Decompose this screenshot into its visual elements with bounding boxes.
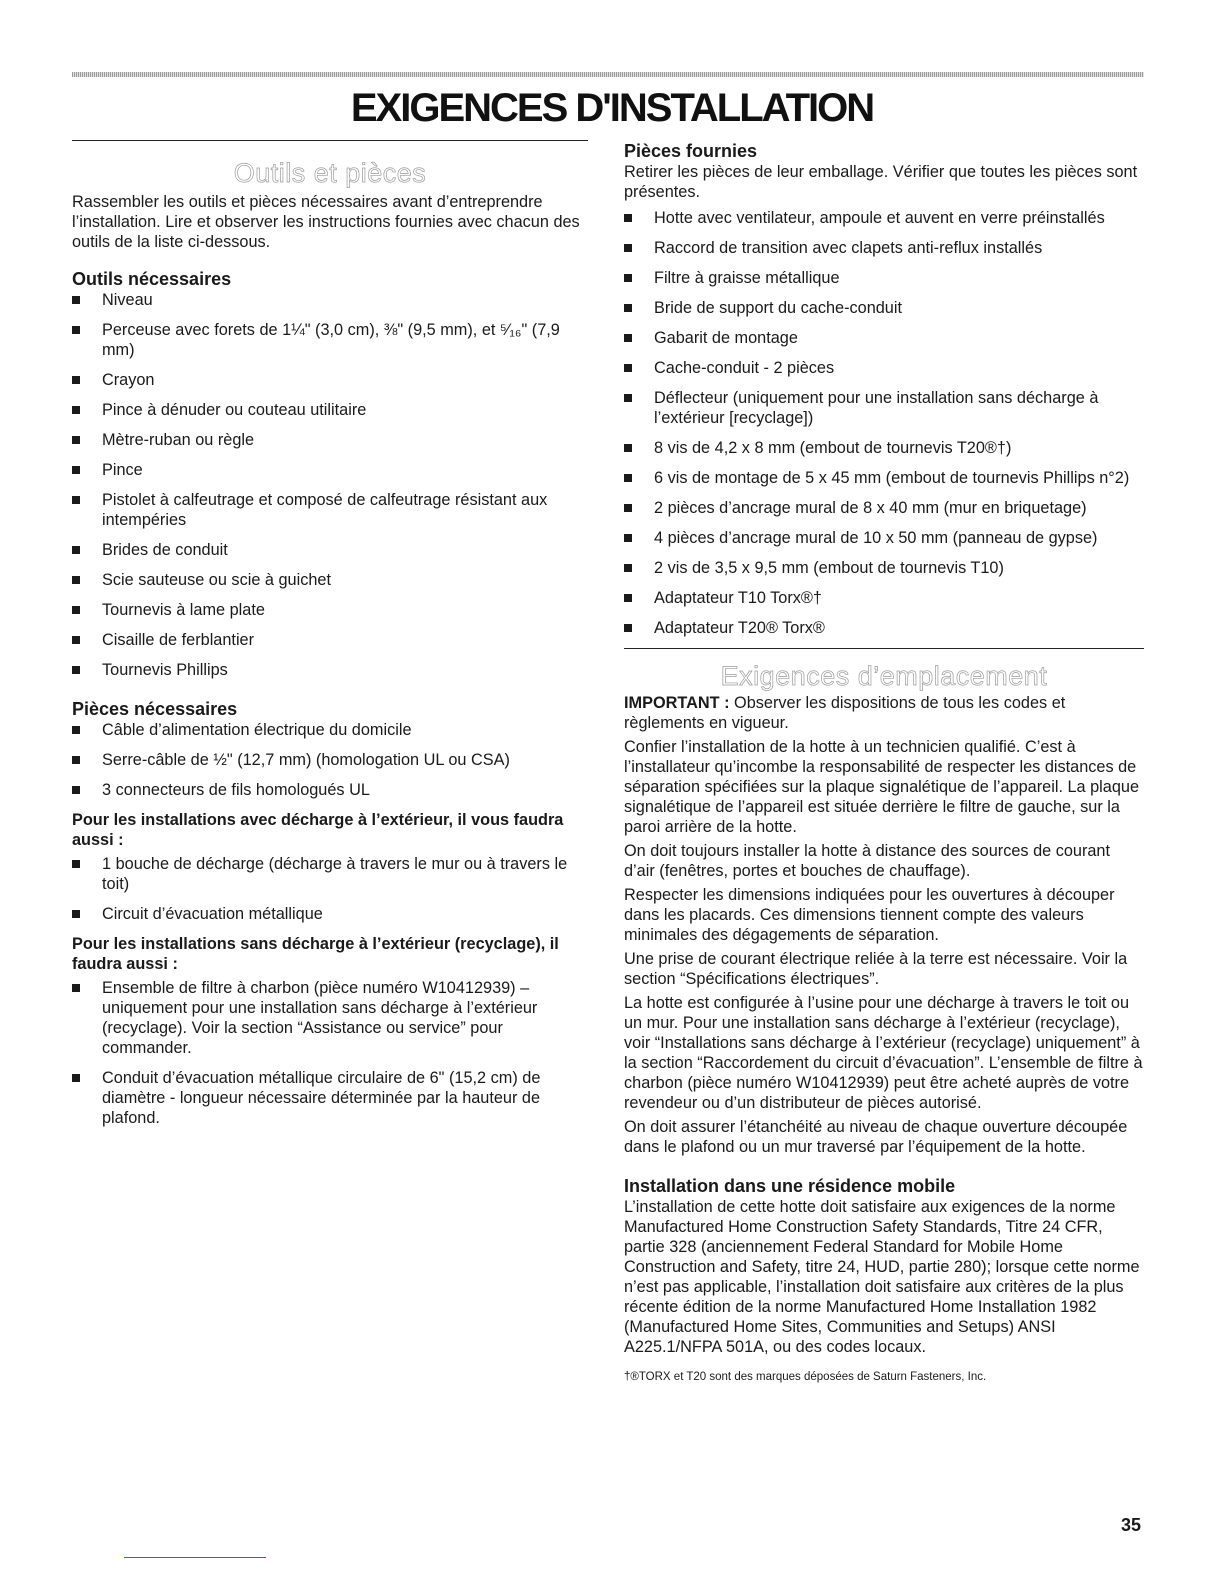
list-item: Déflecteur (uniquement pour une installation sans décharge à l’extérieur [recyclage]) [624,388,1144,428]
list-item: 4 pièces d’ancrage mural de 10 x 50 mm (panneau de gypse) [624,528,1144,548]
emplacement-paragraph: On doit toujours installer la hotte à distance des sources de courant d’air (fenêtres, portes et bouches de chauffage). [624,842,1111,880]
list-item: Serre-câble de ½" (12,7 mm) (homologation UL ou CSA) [72,750,588,770]
subheading-exterieur: Pour les installations avec décharge à l’extérieur, il vous faudra aussi : [72,811,564,849]
section-title-emplacement: Exigences d’emplacement [720,661,1048,691]
residence-mobile-text: L’installation de cette hotte doit satisfaire aux exigences de la norme Manufactured Home Construction Safety Standards, Titre 24 CFR, partie 328 (anciennement Federal Standard for Mobile Home Construction and Safety, titre 24, HUD, partie 280); lorsque cette norme n’est pas applicable, l’installation doit satisfaire aux critères de la plus récente édition de la norme Manufactured Home Installation 1982 (Manufactured Home Sites, Communities and Setups) ANSI A225.1/NFPA 501A, ou des codes locaux. [624,1198,1140,1356]
left-column [72,140,588,1138]
list-item: Perceuse avec forets de 1¼" (3,0 cm), ⅜" (9,5 mm), et ⁵⁄₁₆" (7,9 mm) [72,320,588,360]
decorative-line [124,1557,266,1558]
list-item: 3 connecteurs de fils homologués UL [72,780,588,800]
page-number: 35 [1120,1515,1141,1535]
list-item: 8 vis de 4,2 x 8 mm (embout de tournevis T20®†) [624,438,1144,458]
section-title-outils-pieces: Outils et pièces [233,158,427,188]
list-item: Raccord de transition avec clapets anti-reflux installés [624,238,1144,258]
subheading-outils: Outils nécessaires [72,269,232,289]
subheading-recyclage: Pour les installations sans décharge à l’extérieur (recyclage), il faudra aussi : [72,935,559,973]
top-decorative-rule [72,72,1144,77]
list-item: 2 pièces d’ancrage mural de 8 x 40 mm (mur en briquetage) [624,498,1144,518]
important-label: IMPORTANT : [624,694,730,712]
list-item: Ensemble de filtre à charbon (pièce numéro W10412939) – uniquement pour une installation sans décharge à l’extérieur (recyclage). Voir la section “Assistance ou service” pour commander. [72,978,588,1058]
emplacement-paragraph: Confier l’installation de la hotte à un technicien qualifié. C’est à l’installateur qu’incombe la responsabilité de respecter les distances de séparation spécifiées sur la plaque signalétique de l’appareil. La plaque signalétique de l’appareil est située derrière le filtre de gauche, sur la paroi arrière de la hotte. [624,738,1140,836]
subheading-pieces-necessaires: Pièces nécessaires [72,699,238,719]
pieces-fournies-list [624,208,1144,638]
list-item: 2 vis de 3,5 x 9,5 mm (embout de tournevis T10) [624,558,1144,578]
subheading-pieces-fournies: Pièces fournies [624,141,758,161]
emplacement-paragraph: La hotte est configurée à l’usine pour une décharge à travers le toit ou un mur. Pour une installation sans décharge à l’extérieur (recyclage), voir “Installations sans décharge à l’extérieur (recyclage) uniquement” à la section “Raccordement du circuit d’évacuation”. L’ensemble de filtre à charbon (pièce numéro W10412939) peut être acheté auprès de votre revendeur ou d’un distributeur de pièces autorisé. [624,994,1143,1112]
important-note [624,693,1144,733]
list-item: Mètre-ruban ou règle [72,430,588,450]
list-item: Niveau [72,290,588,310]
list-item: Câble d’alimentation électrique du domicile [72,720,588,740]
list-item: Gabarit de montage [624,328,1144,348]
list-item: Scie sauteuse ou scie à guichet [72,570,588,590]
list-item: Pince [72,460,588,480]
list-item: 6 vis de montage de 5 x 45 mm (embout de tournevis Phillips n°2) [624,468,1144,488]
list-item: Conduit d’évacuation métallique circulaire de 6" (15,2 cm) de diamètre - longueur nécessaire déterminée par la hauteur de plafond. [72,1068,588,1128]
exterieur-list [72,854,588,924]
list-item: Filtre à graisse métallique [624,268,1144,288]
recyclage-list [72,978,588,1128]
list-item: Adaptateur T10 Torx®† [624,588,1144,608]
section-divider [72,140,588,141]
list-item: Tournevis à lame plate [72,600,588,620]
page-title: EXIGENCES D'INSTALLATION [350,86,874,130]
pieces-necessaires-list [72,720,588,800]
list-item: Adaptateur T20® Torx® [624,618,1144,638]
outils-list [72,290,588,680]
subheading-residence-mobile: Installation dans une résidence mobile [624,1176,956,1196]
list-item: Tournevis Phillips [72,660,588,680]
right-column [624,140,1144,1387]
section-divider [624,648,1144,649]
emplacement-paragraph: Une prise de courant électrique reliée à la terre est nécessaire. Voir la section “Spécifications électriques”. [624,950,1128,988]
list-item: Pince à dénuder ou couteau utilitaire [72,400,588,420]
emplacement-paragraph: On doit assurer l’étanchéité au niveau de chaque ouverture découpée dans le plafond ou un mur traversé par l’équipement de la hotte. [624,1118,1128,1156]
list-item: Brides de conduit [72,540,588,560]
list-item: Pistolet à calfeutrage et composé de calfeutrage résistant aux intempéries [72,490,588,530]
list-item: Hotte avec ventilateur, ampoule et auvent en verre préinstallés [624,208,1144,228]
list-item: Circuit d’évacuation métallique [72,904,588,924]
emplacement-paragraph: Respecter les dimensions indiquées pour les ouvertures à découper dans les placards. Ces dimensions tiennent compte des valeurs minimales des dégagements de séparation. [624,886,1115,944]
trademark-footnote: †®TORX et T20 sont des marques déposées de Saturn Fasteners, Inc. [624,1371,987,1383]
list-item: 1 bouche de décharge (décharge à travers le mur ou à travers le toit) [72,854,588,894]
important-text: Observer les dispositions de tous les codes et règlements en vigueur. [624,694,1066,732]
list-item: Bride de support du cache-conduit [624,298,1144,318]
pieces-fournies-intro: Retirer les pièces de leur emballage. Vérifier que toutes les pièces sont présentes. [624,163,1138,201]
list-item: Crayon [72,370,588,390]
outils-intro: Rassembler les outils et pièces nécessaires avant d’entreprendre l’installation. Lire et observer les instructions fournies avec chacun des outils de la liste ci-dessous. [72,193,580,251]
list-item: Cache-conduit - 2 pièces [624,358,1144,378]
list-item: Cisaille de ferblantier [72,630,588,650]
